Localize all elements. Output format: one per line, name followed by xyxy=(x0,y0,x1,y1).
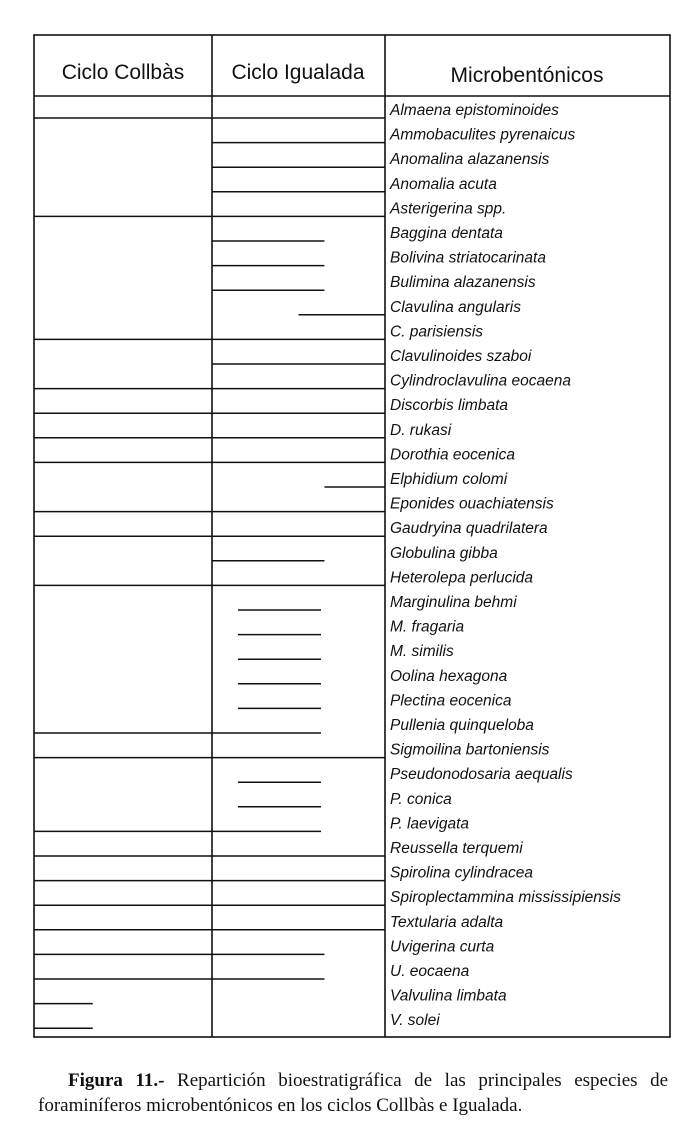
species-name: Bulimina alazanensis xyxy=(390,274,536,292)
species-name: Cylindroclavulina eocaena xyxy=(390,372,571,390)
species-name: Clavulina angularis xyxy=(390,298,521,316)
species-rows xyxy=(34,102,621,1029)
species-name: Pseudonodosaria aequalis xyxy=(390,766,573,784)
species-name: Pullenia quinqueloba xyxy=(390,717,534,734)
species-name: Uvigerina curta xyxy=(390,938,495,956)
figure-caption xyxy=(38,1068,668,1118)
species-name: M. fragaria xyxy=(390,618,465,636)
species-name: Discorbis limbata xyxy=(390,397,509,415)
species-name: V. solei xyxy=(390,1012,440,1030)
species-name: Spiroplectammina mississipiensis xyxy=(390,889,621,907)
species-name: Globulina gibba xyxy=(390,544,498,562)
species-name: Dorothia eocenica xyxy=(390,446,515,464)
species-name: Anomalia acuta xyxy=(390,175,497,193)
species-name: U. eocaena xyxy=(390,963,470,980)
species-name: Heterolepa perlucida xyxy=(390,569,534,587)
species-name: Gaudryina quadrilatera xyxy=(390,520,548,538)
species-name: Ammobaculites pyrenaicus xyxy=(390,126,576,144)
species-name: Bolivina striatocarinata xyxy=(390,249,546,267)
species-name: Textularia adalta xyxy=(390,913,504,931)
species-name: Anomalina alazanensis xyxy=(390,151,550,169)
species-name: Plectina eocenica xyxy=(390,692,512,710)
species-name: Reussella terquemi xyxy=(390,840,523,857)
species-name: Oolina hexagona xyxy=(390,667,508,685)
species-name: Elphidium colomi xyxy=(390,471,508,488)
species-name: Valvulina limbata xyxy=(390,987,507,1005)
header-ciclo-igualada: Ciclo Igualada xyxy=(231,61,365,84)
species-name: P. laevigata xyxy=(390,815,469,833)
species-name: Almaena epistominoides xyxy=(390,102,559,119)
species-name: P. conica xyxy=(390,790,452,808)
species-name: Clavulinoides szaboi xyxy=(390,348,532,365)
species-name: Eponides ouachiatensis xyxy=(390,495,554,513)
species-name: Asterigerina spp. xyxy=(390,200,507,218)
caption-label: Figura 11.- xyxy=(68,1070,165,1091)
species-name: Sigmoilina bartoniensis xyxy=(390,741,550,759)
species-name: M. similis xyxy=(390,643,454,661)
species-name: D. rukasi xyxy=(390,421,452,439)
species-name: Spirolina cylindracea xyxy=(390,864,534,882)
header-microbentonicos: Microbentónicos xyxy=(450,64,604,87)
caption-text: Repartición bioestratigráfica de las principales especies de foraminíferos microbentónicos en los ciclos Collbàs e Igualada. xyxy=(38,1070,668,1116)
species-name: Marginulina behmi xyxy=(390,594,517,611)
species-name: Baggina dentata xyxy=(390,225,503,242)
header-ciclo-collbas: Ciclo Collbàs xyxy=(61,61,185,84)
species-name: C. parisiensis xyxy=(390,323,484,341)
